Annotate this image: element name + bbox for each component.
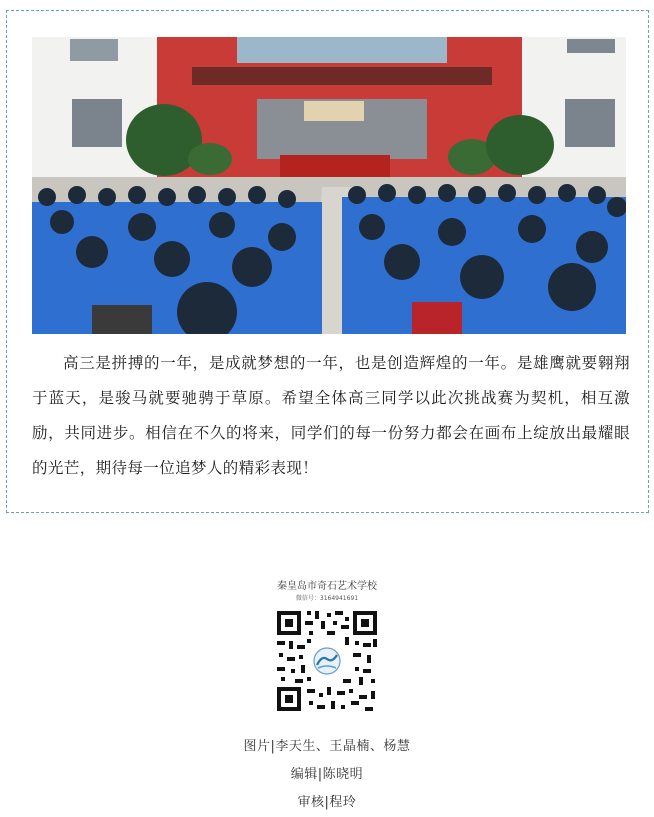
credit-reviewer: 审核|程玲 — [297, 795, 357, 810]
article-paragraph: 高三是拼搏的一年，是成就梦想的一年，也是创造辉煌的一年。是雄鹰就要翱翔于蓝天，是骏马就要驰骋于草原。希望全体高三同学以此次挑战赛为契机，相互激励，共同进步。相信在不久的将来，同学们的每一份努力都会在画布上绽放出最耀眼的光芒，期待每一位追梦人的精彩表现！ — [32, 354, 630, 477]
credit-photo: 图片|李天生、王晶楠、杨慧 — [243, 739, 411, 754]
wechat-id: 微信号：3164941691 — [295, 595, 359, 602]
assembly-photo-icon — [32, 37, 626, 334]
school-name: 秦皇岛市奇石艺术学校 — [277, 581, 377, 592]
assembly-photo — [32, 37, 626, 334]
credit-editor: 编辑|陈晓明 — [290, 767, 364, 782]
article-card — [6, 10, 649, 513]
qr-code-icon[interactable] — [275, 609, 379, 713]
footer — [0, 580, 654, 817]
credits-block — [0, 733, 654, 817]
